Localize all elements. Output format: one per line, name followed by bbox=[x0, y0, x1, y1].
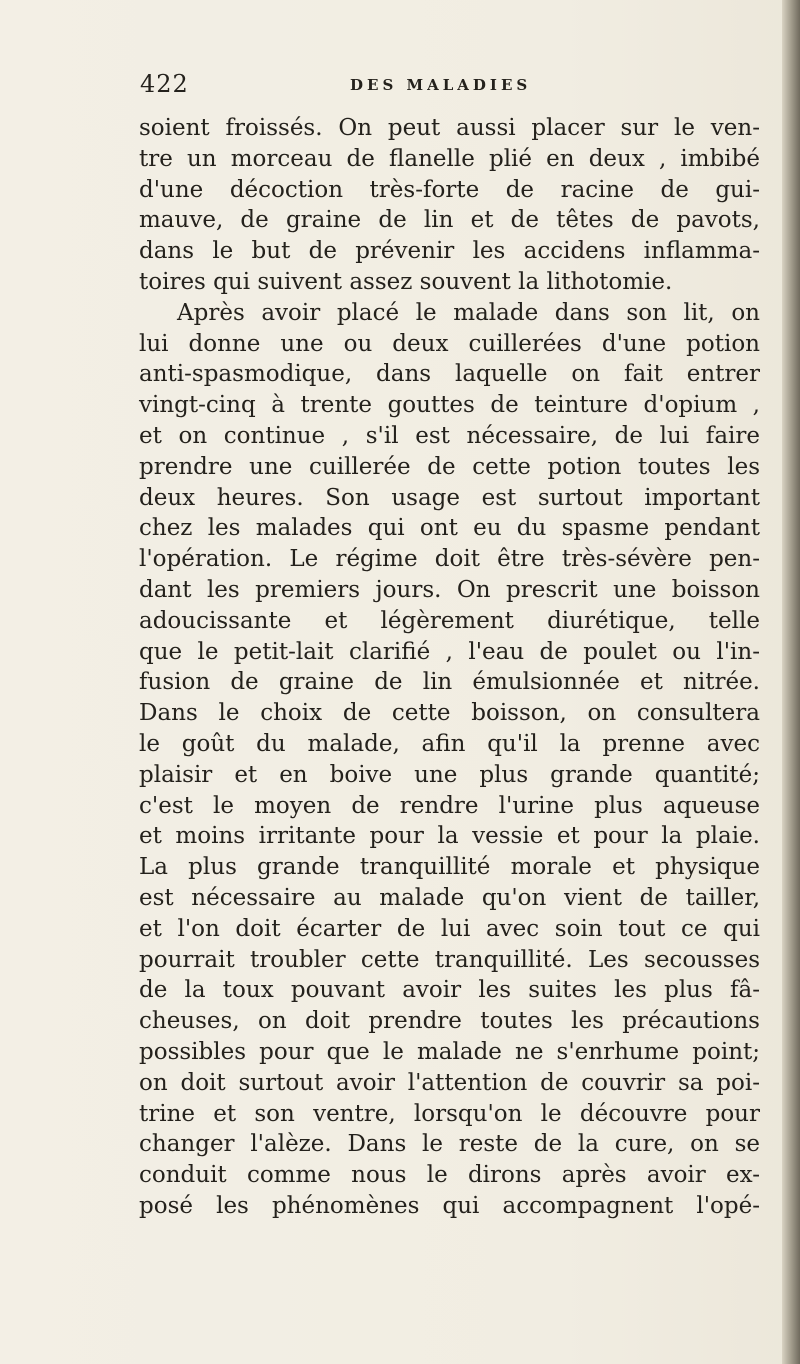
text-line: est nécessaire au malade qu'on vient de tailler, bbox=[139, 884, 760, 911]
text-line: c'est le moyen de rendre l'urine plus aqueuse bbox=[139, 792, 760, 819]
text-line: dant les premiers jours. On prescrit une boisson bbox=[139, 576, 760, 603]
text-line: trine et son ventre, lorsqu'on le découvre pour bbox=[139, 1100, 760, 1127]
text-line: chez les malades qui ont eu du spasme pendant bbox=[139, 515, 760, 542]
text-line: on doit surtout avoir l'attention de couvrir sa poi- bbox=[139, 1069, 760, 1096]
text-line: l'opération. Le régime doit être très-sévère pen- bbox=[139, 546, 760, 573]
text-line: soient froissés. On peut aussi placer sur le ven- bbox=[139, 115, 760, 141]
running-head: DES MALADIES bbox=[350, 76, 532, 94]
text-line: le goût du malade, afin qu'il la prenne avec bbox=[139, 730, 760, 757]
text-line: posé les phénomènes qui accompagnent l'opé- bbox=[139, 1192, 760, 1219]
text-line: anti-spasmodique, dans laquelle on fait entrer bbox=[139, 361, 760, 388]
text-line: changer l'alèze. Dans le reste de la cure, on se bbox=[139, 1131, 760, 1158]
text-line: d'une décoction très-forte de racine de gui- bbox=[139, 176, 760, 203]
page-binding-edge bbox=[782, 0, 800, 1364]
text-line: conduit comme nous le dirons après avoir ex- bbox=[139, 1162, 760, 1189]
text-line: Dans le choix de cette boisson, on consultera bbox=[139, 700, 760, 727]
page-header bbox=[140, 70, 760, 106]
body-text bbox=[139, 113, 760, 1222]
text-line: et l'on doit écarter de lui avec soin tout ce qui bbox=[139, 915, 760, 942]
text-line: que le petit-lait clarifié , l'eau de poulet ou l'in- bbox=[139, 638, 760, 665]
text-line: deux heures. Son usage est surtout important bbox=[139, 484, 760, 511]
text-line: mauve, de graine de lin et de têtes de pavots, bbox=[139, 207, 760, 234]
text-line: lui donne une ou deux cuillerées d'une potion bbox=[139, 330, 760, 357]
text-line: dans le but de prévenir les accidens inflamma- bbox=[139, 238, 760, 265]
text-line: toires qui suivent assez souvent la lithotomie. bbox=[139, 268, 673, 295]
text-line: fusion de graine de lin émulsionnée et nitrée. bbox=[139, 669, 760, 696]
text-line: cheuses, on doit prendre toutes les précautions bbox=[139, 1008, 760, 1035]
text-line: possibles pour que le malade ne s'enrhume point; bbox=[139, 1038, 760, 1065]
text-line: plaisir et en boive une plus grande quantité; bbox=[139, 761, 760, 788]
text-line: Après avoir placé le malade dans son lit, on bbox=[177, 299, 760, 326]
text-line: La plus grande tranquillité morale et physique bbox=[139, 854, 760, 881]
page-number: 422 bbox=[140, 70, 189, 98]
text-line: tre un morceau de flanelle plié en deux , imbibé bbox=[139, 145, 760, 172]
text-line: pourrait troubler cette tranquillité. Les secousses bbox=[139, 946, 760, 973]
text-line: de la toux pouvant avoir les suites les plus fâ- bbox=[139, 977, 760, 1004]
text-line: et on continue , s'il est nécessaire, de lui faire bbox=[139, 422, 760, 449]
text-line: et moins irritante pour la vessie et pour la plaie. bbox=[139, 823, 760, 850]
text-line: prendre une cuillerée de cette potion toutes les bbox=[139, 453, 760, 480]
text-line: adoucissante et légèrement diurétique, telle bbox=[139, 607, 760, 634]
text-line: vingt-cinq à trente gouttes de teinture d'opium , bbox=[139, 392, 760, 419]
